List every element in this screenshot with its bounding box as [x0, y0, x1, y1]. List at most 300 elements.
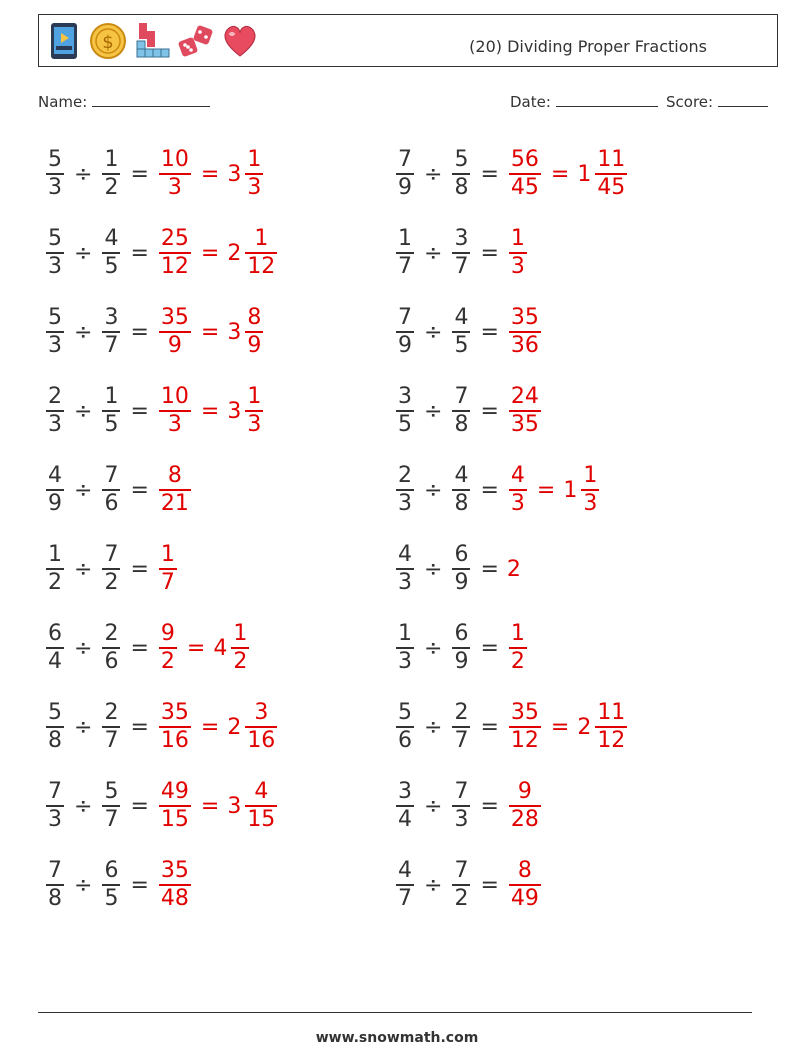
answer-fraction	[509, 305, 541, 359]
dividend-fraction-numerator: 6	[48, 621, 62, 647]
mixed-fraction-numerator: 1	[247, 384, 262, 410]
divisor-fraction	[102, 779, 120, 833]
divisor-fraction	[102, 621, 120, 675]
divide-sign: ÷	[74, 714, 93, 740]
problem-row	[394, 376, 543, 446]
mixed-fraction	[245, 147, 263, 201]
divisor-fraction-numerator: 7	[454, 858, 469, 884]
divide-sign: ÷	[74, 793, 93, 819]
worksheet-header	[38, 14, 778, 67]
answer-fraction-denominator: 36	[510, 332, 539, 358]
mixed-whole: 1	[563, 477, 578, 503]
mixed-fraction	[595, 700, 627, 754]
problem-row	[394, 534, 521, 604]
divisor-fraction	[452, 463, 470, 517]
dividend-fraction	[46, 621, 64, 675]
divide-sign: ÷	[424, 398, 443, 424]
divisor-fraction	[452, 542, 470, 596]
equals-sign: =	[480, 872, 499, 898]
divisor-fraction	[452, 858, 470, 912]
answer-fraction-numerator: 9	[517, 779, 532, 805]
answer-fraction	[509, 147, 541, 201]
divisor-fraction-denominator: 2	[104, 174, 119, 200]
dividend-fraction	[46, 858, 64, 912]
mixed-fraction-numerator: 3	[254, 700, 269, 726]
mixed-fraction	[595, 147, 627, 201]
answer-fraction-numerator: 1	[160, 542, 175, 568]
divisor-fraction-denominator: 8	[454, 174, 469, 200]
divisor-fraction	[452, 621, 470, 675]
dividend-fraction-denominator: 9	[48, 490, 62, 516]
problem-row	[394, 218, 529, 288]
answer-equals-sign: =	[200, 319, 220, 345]
mixed-fraction-numerator: 11	[597, 700, 626, 726]
answer-fraction-numerator: 4	[510, 463, 525, 489]
divisor-fraction	[452, 779, 470, 833]
problem-row	[394, 139, 629, 209]
mixed-fraction	[245, 384, 263, 438]
dividend-fraction-denominator: 3	[48, 806, 62, 832]
dividend-fraction-numerator: 2	[48, 384, 62, 410]
divisor-fraction-denominator: 5	[104, 411, 119, 437]
divisor-fraction-denominator: 7	[104, 727, 119, 753]
divide-sign: ÷	[424, 872, 443, 898]
mixed-fraction-numerator: 1	[233, 621, 248, 647]
problem-row	[394, 850, 543, 920]
divide-sign: ÷	[424, 635, 443, 661]
svg-text:$: $	[102, 32, 114, 53]
answer-fraction-numerator: 35	[160, 858, 189, 884]
mixed-fraction-denominator: 3	[583, 490, 598, 516]
divisor-fraction-denominator: 8	[454, 490, 469, 516]
problem-row	[44, 297, 265, 367]
answer-equals-sign: =	[200, 240, 220, 266]
problem-row	[44, 534, 179, 604]
answer-fraction-denominator: 7	[160, 569, 175, 595]
answer-fraction-denominator: 28	[510, 806, 539, 832]
answer-fraction-numerator: 35	[510, 305, 539, 331]
mixed-fraction	[245, 226, 277, 280]
answer-fraction-numerator: 8	[167, 463, 182, 489]
dividend-fraction-numerator: 7	[48, 779, 62, 805]
divide-sign: ÷	[424, 161, 443, 187]
answer-fraction-denominator: 3	[167, 411, 182, 437]
mixed-fraction-denominator: 3	[247, 411, 262, 437]
divisor-fraction	[102, 384, 120, 438]
tetris-blocks-icon	[133, 21, 171, 61]
answer-fraction	[159, 700, 191, 754]
divide-sign: ÷	[74, 872, 93, 898]
equals-sign: =	[480, 240, 499, 266]
divide-sign: ÷	[424, 556, 443, 582]
divide-sign: ÷	[424, 477, 443, 503]
answer-fraction	[509, 779, 541, 833]
dividend-fraction-numerator: 7	[48, 858, 62, 884]
problem-row	[44, 376, 265, 446]
answer-fraction	[509, 384, 541, 438]
dividend-fraction	[396, 147, 414, 201]
problem-row	[394, 455, 601, 525]
dividend-fraction	[396, 779, 414, 833]
mixed-whole: 2	[577, 714, 592, 740]
divide-sign: ÷	[74, 240, 93, 266]
dividend-fraction-denominator: 6	[398, 727, 412, 753]
answer-equals-sign: =	[550, 714, 570, 740]
equals-sign: =	[480, 161, 499, 187]
answer-fraction-numerator: 49	[160, 779, 189, 805]
problem-row	[44, 218, 279, 288]
answer-fraction-numerator: 25	[160, 226, 189, 252]
answer-fraction-denominator: 49	[510, 885, 539, 911]
divide-sign: ÷	[74, 477, 93, 503]
answer-fraction-numerator: 24	[510, 384, 539, 410]
mixed-fraction-numerator: 11	[597, 147, 626, 173]
dividend-fraction-denominator: 7	[398, 885, 412, 911]
problem-row	[394, 297, 543, 367]
divisor-fraction-numerator: 5	[104, 779, 119, 805]
dividend-fraction-denominator: 3	[48, 174, 62, 200]
dividend-fraction-denominator: 9	[398, 174, 412, 200]
answer-fraction-numerator: 35	[160, 700, 189, 726]
problem-row	[44, 692, 279, 762]
name-label: Name:	[38, 93, 88, 111]
dividend-fraction-numerator: 5	[48, 226, 62, 252]
answer-fraction-numerator: 10	[160, 384, 189, 410]
dividend-fraction-numerator: 5	[48, 305, 62, 331]
answer-fraction-numerator: 1	[510, 621, 525, 647]
divisor-fraction-numerator: 4	[454, 463, 469, 489]
answer-equals-sign: =	[536, 477, 556, 503]
mixed-fraction-denominator: 12	[247, 253, 276, 279]
dividend-fraction-numerator: 3	[398, 779, 412, 805]
dividend-fraction-numerator: 4	[48, 463, 62, 489]
dividend-fraction-numerator: 4	[398, 858, 412, 884]
divisor-fraction	[452, 700, 470, 754]
dividend-fraction-denominator: 3	[398, 490, 412, 516]
equals-sign: =	[480, 477, 499, 503]
divide-sign: ÷	[74, 635, 93, 661]
divisor-fraction-numerator: 7	[454, 384, 469, 410]
dividend-fraction-numerator: 5	[398, 700, 412, 726]
dice-icon	[177, 21, 215, 61]
divisor-fraction	[102, 700, 120, 754]
divide-sign: ÷	[74, 161, 93, 187]
dividend-fraction	[396, 700, 414, 754]
equals-sign: =	[130, 793, 149, 819]
answer-fraction	[159, 384, 191, 438]
divisor-fraction-denominator: 3	[454, 806, 469, 832]
answer-fraction	[509, 463, 527, 517]
answer-fraction-denominator: 2	[510, 648, 525, 674]
equals-sign: =	[130, 635, 149, 661]
date-label: Date:	[510, 93, 551, 111]
dollar-coin-icon	[89, 21, 127, 61]
dividend-fraction-numerator: 5	[48, 147, 62, 173]
mixed-fraction-denominator: 3	[247, 174, 262, 200]
dividend-fraction-denominator: 8	[48, 885, 62, 911]
mixed-whole: 4	[213, 635, 228, 661]
answer-fraction-denominator: 45	[510, 174, 539, 200]
problem-row	[44, 850, 193, 920]
answer-fraction	[509, 621, 527, 675]
answer-equals-sign: =	[200, 714, 220, 740]
heart-icon	[221, 21, 259, 61]
answer-fraction-denominator: 2	[160, 648, 175, 674]
answer-fraction	[159, 621, 177, 675]
divisor-fraction-denominator: 7	[104, 332, 119, 358]
answer-equals-sign: =	[200, 398, 220, 424]
dividend-fraction	[396, 226, 414, 280]
problem-row	[394, 771, 543, 841]
answer-fraction	[159, 305, 191, 359]
divisor-fraction-numerator: 1	[104, 147, 119, 173]
divisor-fraction-numerator: 4	[104, 226, 119, 252]
equals-sign: =	[130, 556, 149, 582]
answer-equals-sign: =	[200, 161, 220, 187]
dividend-fraction	[46, 384, 64, 438]
dividend-fraction	[46, 779, 64, 833]
tablet-play-icon	[45, 21, 83, 61]
dividend-fraction	[396, 463, 414, 517]
divisor-fraction	[102, 305, 120, 359]
problem-row	[44, 455, 193, 525]
divisor-fraction-numerator: 1	[104, 384, 119, 410]
date-field	[510, 92, 658, 111]
dividend-fraction	[396, 305, 414, 359]
divisor-fraction-denominator: 8	[454, 411, 469, 437]
equals-sign: =	[130, 319, 149, 345]
dividend-fraction	[46, 226, 64, 280]
answer-fraction-numerator: 8	[517, 858, 532, 884]
mixed-whole: 3	[227, 161, 242, 187]
dividend-fraction	[46, 700, 64, 754]
dividend-fraction-denominator: 3	[48, 411, 62, 437]
dividend-fraction	[396, 384, 414, 438]
mixed-fraction	[245, 779, 277, 833]
divisor-fraction-numerator: 6	[454, 621, 469, 647]
divisor-fraction-numerator: 2	[104, 621, 119, 647]
mixed-fraction	[245, 700, 277, 754]
equals-sign: =	[480, 556, 499, 582]
dividend-fraction-numerator: 7	[398, 147, 412, 173]
divide-sign: ÷	[74, 398, 93, 424]
problem-row	[44, 771, 279, 841]
dividend-fraction-numerator: 1	[48, 542, 62, 568]
dividend-fraction-numerator: 4	[398, 542, 412, 568]
answer-fraction	[159, 147, 191, 201]
divisor-fraction-denominator: 2	[104, 569, 119, 595]
divisor-fraction	[452, 147, 470, 201]
divisor-fraction-numerator: 2	[454, 700, 469, 726]
date-blank	[556, 92, 658, 107]
dividend-fraction-numerator: 7	[398, 305, 412, 331]
divisor-fraction-denominator: 7	[104, 806, 119, 832]
answer-whole: 2	[506, 556, 521, 582]
dividend-fraction-numerator: 2	[398, 463, 412, 489]
answer-fraction	[159, 858, 191, 912]
answer-fraction-denominator: 3	[510, 253, 525, 279]
dividend-fraction-denominator: 7	[398, 253, 412, 279]
equals-sign: =	[130, 398, 149, 424]
divide-sign: ÷	[424, 240, 443, 266]
divisor-fraction-numerator: 7	[104, 542, 119, 568]
score-field	[666, 92, 768, 111]
equals-sign: =	[480, 714, 499, 740]
mixed-whole: 3	[227, 793, 242, 819]
divide-sign: ÷	[424, 319, 443, 345]
divisor-fraction-denominator: 6	[104, 490, 119, 516]
dividend-fraction-denominator: 3	[398, 569, 412, 595]
answer-fraction	[159, 542, 177, 596]
equals-sign: =	[130, 714, 149, 740]
mixed-fraction	[581, 463, 599, 517]
mixed-fraction	[231, 621, 249, 675]
mixed-whole: 2	[227, 240, 242, 266]
divisor-fraction	[102, 542, 120, 596]
worksheet-title: (20) Dividing Proper Fractions	[469, 37, 707, 56]
mixed-whole: 3	[227, 398, 242, 424]
mixed-fraction-numerator: 8	[247, 305, 262, 331]
divisor-fraction	[452, 384, 470, 438]
dividend-fraction	[396, 621, 414, 675]
divide-sign: ÷	[74, 556, 93, 582]
divide-sign: ÷	[74, 319, 93, 345]
divisor-fraction-denominator: 7	[454, 727, 469, 753]
divisor-fraction-numerator: 4	[454, 305, 469, 331]
answer-fraction-numerator: 56	[510, 147, 539, 173]
answer-equals-sign: =	[550, 161, 570, 187]
dividend-fraction-denominator: 5	[398, 411, 412, 437]
divisor-fraction-numerator: 2	[104, 700, 119, 726]
mixed-fraction-denominator: 15	[247, 806, 276, 832]
score-label: Score:	[666, 93, 714, 111]
divisor-fraction-denominator: 9	[454, 648, 469, 674]
answer-fraction-denominator: 21	[160, 490, 189, 516]
dividend-fraction-numerator: 3	[398, 384, 412, 410]
answer-fraction-denominator: 12	[510, 727, 539, 753]
answer-fraction-numerator: 1	[510, 226, 525, 252]
dividend-fraction-denominator: 9	[398, 332, 412, 358]
mixed-fraction-denominator: 16	[247, 727, 276, 753]
answer-fraction	[159, 463, 191, 517]
answer-fraction-denominator: 15	[160, 806, 189, 832]
divisor-fraction	[102, 858, 120, 912]
divisor-fraction	[102, 147, 120, 201]
dividend-fraction	[46, 542, 64, 596]
divide-sign: ÷	[424, 714, 443, 740]
answer-equals-sign: =	[186, 635, 206, 661]
divisor-fraction-numerator: 5	[454, 147, 469, 173]
mixed-fraction-denominator: 9	[247, 332, 262, 358]
mixed-fraction-denominator: 12	[597, 727, 626, 753]
equals-sign: =	[480, 398, 499, 424]
equals-sign: =	[130, 161, 149, 187]
divisor-fraction-denominator: 7	[454, 253, 469, 279]
divisor-fraction-denominator: 9	[454, 569, 469, 595]
answer-fraction	[509, 700, 541, 754]
mixed-fraction-denominator: 45	[597, 174, 626, 200]
dividend-fraction	[396, 858, 414, 912]
problem-row	[44, 613, 251, 683]
dividend-fraction-denominator: 3	[398, 648, 412, 674]
mixed-whole: 2	[227, 714, 242, 740]
divisor-fraction	[452, 305, 470, 359]
divisor-fraction-denominator: 2	[454, 885, 469, 911]
mixed-whole: 1	[577, 161, 592, 187]
dividend-fraction	[396, 542, 414, 596]
footer-divider	[38, 1012, 752, 1013]
answer-fraction-denominator: 3	[510, 490, 525, 516]
answer-fraction-numerator: 10	[160, 147, 189, 173]
problem-row	[394, 692, 629, 762]
divisor-fraction	[452, 226, 470, 280]
divisor-fraction	[102, 226, 120, 280]
divisor-fraction-denominator: 5	[104, 253, 119, 279]
answer-fraction	[159, 226, 191, 280]
divisor-fraction-numerator: 3	[104, 305, 119, 331]
header-icons	[45, 21, 259, 61]
divisor-fraction-numerator: 6	[104, 858, 119, 884]
score-blank	[718, 92, 768, 107]
mixed-fraction-numerator: 1	[583, 463, 598, 489]
footer-site: www.snowmath.com	[315, 1030, 479, 1046]
problem-row	[394, 613, 529, 683]
answer-fraction	[509, 226, 527, 280]
dividend-fraction-denominator: 4	[398, 806, 412, 832]
dividend-fraction	[46, 305, 64, 359]
equals-sign: =	[130, 477, 149, 503]
divide-sign: ÷	[424, 793, 443, 819]
dividend-fraction	[46, 147, 64, 201]
equals-sign: =	[480, 635, 499, 661]
dividend-fraction-numerator: 1	[398, 226, 412, 252]
answer-fraction-numerator: 9	[160, 621, 175, 647]
name-blank	[92, 92, 210, 107]
answer-fraction	[159, 779, 191, 833]
divisor-fraction-numerator: 6	[454, 542, 469, 568]
mixed-fraction-numerator: 4	[254, 779, 269, 805]
answer-fraction-denominator: 12	[160, 253, 189, 279]
divisor-fraction-denominator: 6	[104, 648, 119, 674]
mixed-fraction-numerator: 1	[247, 147, 262, 173]
mixed-fraction-numerator: 1	[254, 226, 269, 252]
equals-sign: =	[480, 793, 499, 819]
dividend-fraction-denominator: 2	[48, 569, 62, 595]
mixed-fraction-denominator: 2	[233, 648, 248, 674]
mixed-whole: 3	[227, 319, 242, 345]
dividend-fraction-numerator: 5	[48, 700, 62, 726]
divisor-fraction-numerator: 3	[454, 226, 469, 252]
dividend-fraction-denominator: 4	[48, 648, 62, 674]
answer-fraction-numerator: 35	[160, 305, 189, 331]
dividend-fraction-denominator: 3	[48, 332, 62, 358]
name-field	[38, 92, 210, 111]
answer-fraction-denominator: 9	[167, 332, 182, 358]
divisor-fraction-numerator: 7	[104, 463, 119, 489]
equals-sign: =	[480, 319, 499, 345]
divisor-fraction-numerator: 7	[454, 779, 469, 805]
dividend-fraction	[46, 463, 64, 517]
dividend-fraction-denominator: 3	[48, 253, 62, 279]
problem-row	[44, 139, 265, 209]
divisor-fraction-denominator: 5	[104, 885, 119, 911]
dividend-fraction-numerator: 1	[398, 621, 412, 647]
divisor-fraction-denominator: 5	[454, 332, 469, 358]
answer-equals-sign: =	[200, 793, 220, 819]
dividend-fraction-denominator: 8	[48, 727, 62, 753]
answer-fraction-denominator: 48	[160, 885, 189, 911]
equals-sign: =	[130, 872, 149, 898]
